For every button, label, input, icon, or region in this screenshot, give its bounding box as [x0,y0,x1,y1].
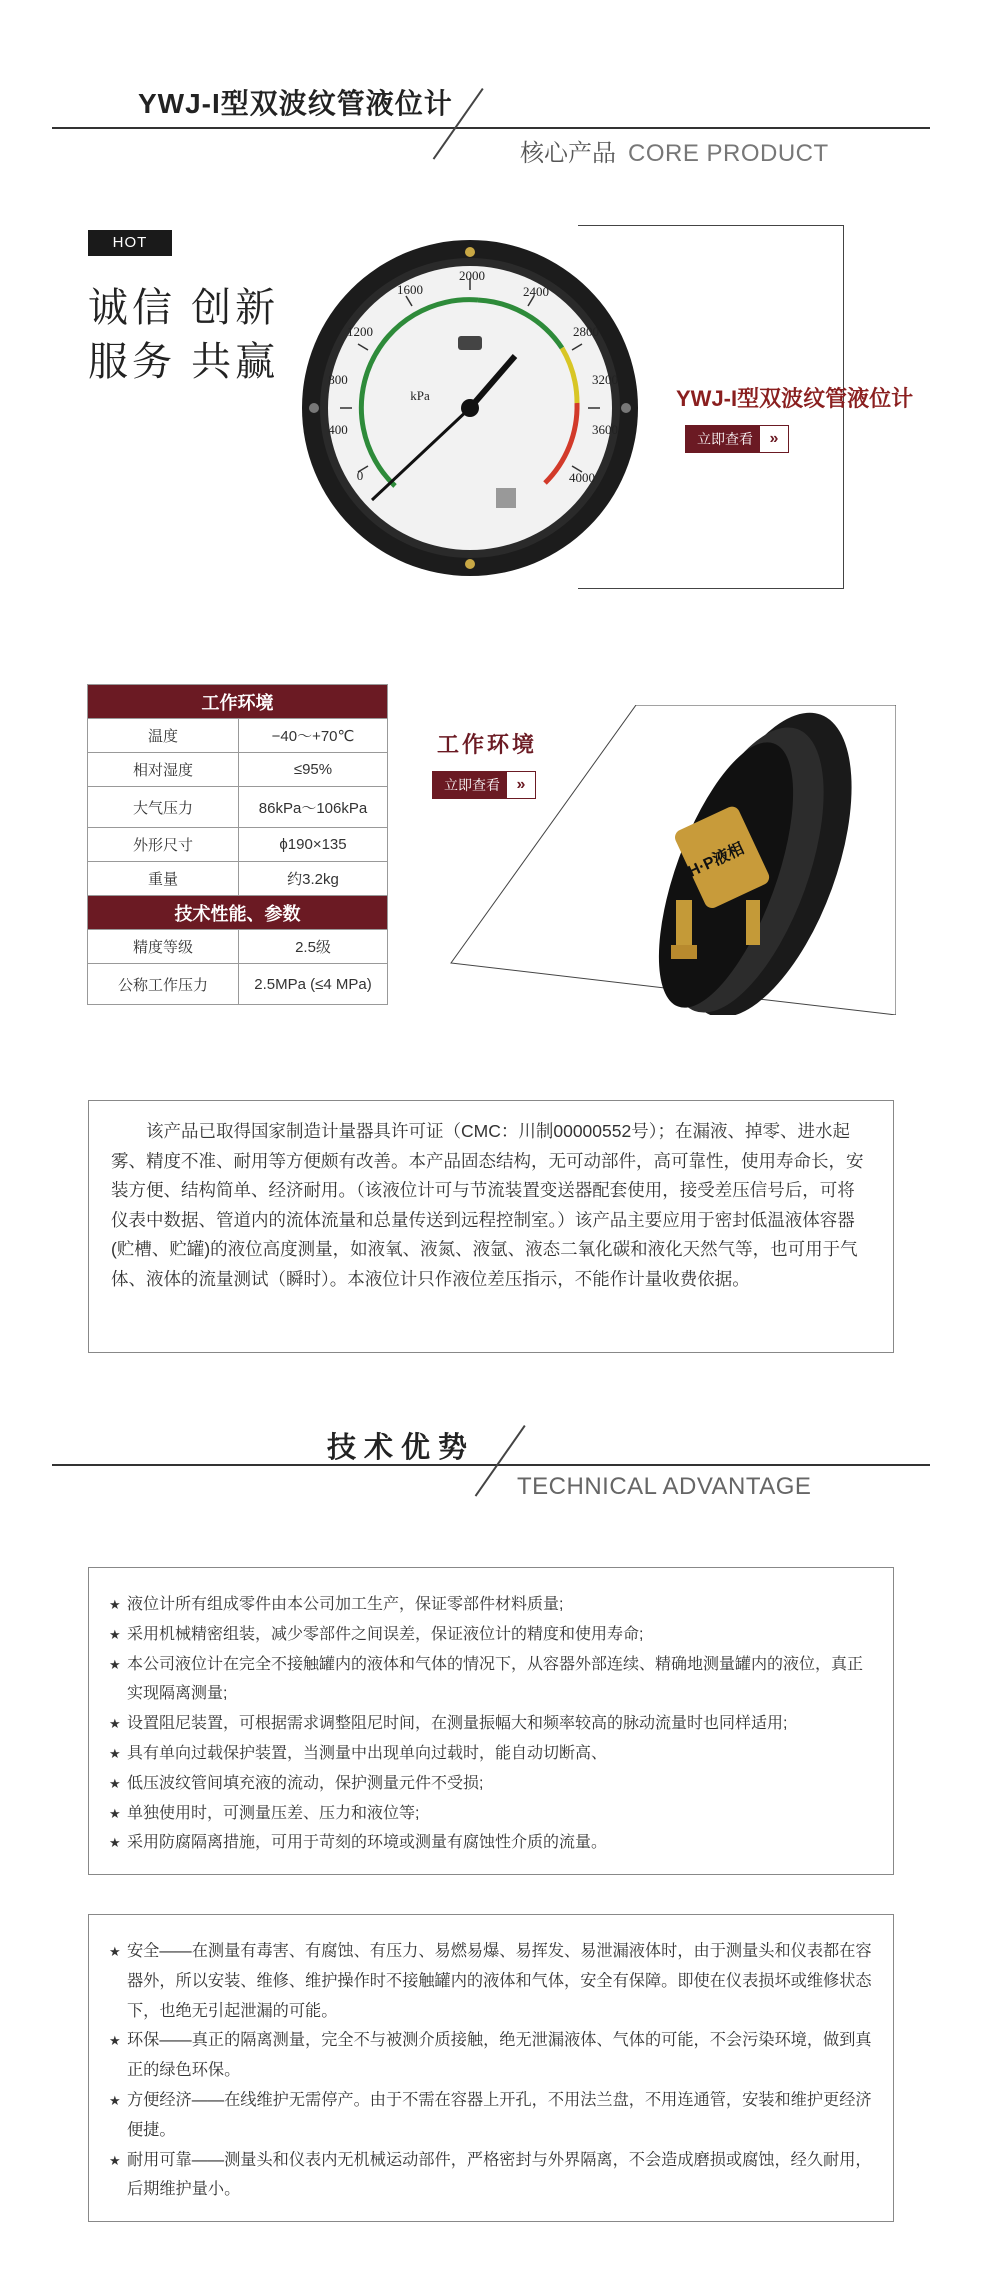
product-heading: YWJ-I型双波纹管液位计 [138,88,453,119]
slogan-line-1: 诚信 创新 [88,286,280,330]
gauge-label-800: 800 [328,372,348,387]
view-now-button[interactable] [685,425,789,453]
list-item: ★ 液位计所有组成零件由本公司加工生产，保证零部件材料质量; [109,1590,873,1620]
spec-section-env: 工作环境 [88,685,388,719]
subtitle-en: CORE PRODUCT [628,140,829,167]
product-intro: 该产品已取得国家制造计量器具许可证（CMC：川制00000552号）；在漏液、掉零、进水起雾、精度不准、耐用等方便颇有改善。本产品固态结构，无可动部件，高可靠性，使用寿命长，安装方便、结构简单、经济耐用。（该液位计可与节流装置变送器配套使用，接受差压信号后，可将仪表中数据、管道内的流体流量和总量传送到远程控制室。）该产品主要应用于密封低温液体容器(贮槽、贮罐)的液位高度测量，如液氧、液氮、液氩、液态二氧化碳和液化天然气等，也可用于气体、液体的流量测试（瞬时）。本液位计只作液位差压指示，不能作计量收费依据。 [88,1100,894,1353]
gauge-label-3600: 3600 [592,422,618,437]
list-item: ★ 低压波纹管间填充液的流动，保护测量元件不受损; [109,1769,873,1799]
hp-liquid-label: H·P液相 [685,840,747,881]
spec-key: 重量 [88,862,239,896]
spec-value: 86kPa～106kPa [239,787,388,828]
env-title: 工作环境 [437,732,538,757]
list-item: ★ 采用防腐隔离措施，可用于苛刻的环境或测量有腐蚀性介质的流量。 [109,1828,873,1858]
spec-key: 大气压力 [88,787,239,828]
hot-badge: HOT [88,230,172,256]
benefits-box [88,1914,894,2222]
list-item: ★ 方便经济——在线维护无需停产。由于不需在容器上开孔，不用法兰盘，不用连通管，安装和维护更经济便捷。 [109,2086,873,2146]
gauge-label-0: 0 [356,468,364,483]
spec-key: 外形尺寸 [88,828,239,862]
gauge-image [300,238,640,578]
list-item: ★ 采用机械精密组装，减少零部件之间误差，保证液位计的精度和使用寿命; [109,1620,873,1650]
double-arrow-icon: » [506,771,536,799]
gauge-label-3200: 3200 [592,372,618,387]
list-item: ★ 安全——在测量有毒害、有腐蚀、有压力、易燃易爆、易挥发、易泄漏液体时，由于测量头和仪表都在容器外，所以安装、维修、维护操作时不接触罐内的液体和气体，安全有保障。即使在仪表损坏或维修状态下，也绝无引起泄漏的可能。 [109,1937,873,2026]
gauge-label-2800: 2800 [573,324,599,339]
gauge-side-image [446,705,896,1015]
spec-value: 2.5级 [239,930,388,964]
gauge-label-2400: 2400 [523,284,549,299]
slogan-line-2: 服务 共赢 [88,340,280,384]
gauge-label-1600: 1600 [397,282,423,297]
spec-key: 相对湿度 [88,753,239,787]
advantage-heading: 技术优势 [327,1432,476,1464]
gauge-label-2000: 2000 [459,268,485,283]
spec-section-perf: 技术性能、参数 [88,896,388,930]
gauge-label-1200: 1200 [347,324,373,339]
spec-value: ϕ190×135 [239,828,388,862]
product-title: YWJ-I型双波纹管液位计 [676,386,914,411]
spec-key: 精度等级 [88,930,239,964]
subtitle-cn: 核心产品 [520,140,616,167]
list-item: ★ 耐用可靠——测量头和仪表内无机械运动部件，严格密封与外界隔离，不会造成磨损或腐蚀，经久耐用，后期维护量小。 [109,2146,873,2206]
list-item: ★ 具有单向过载保护装置，当测量中出现单向过载时，能自动切断高、 [109,1739,873,1769]
section-subtitle [520,133,829,168]
spec-value: −40～+70℃ [239,719,388,753]
spec-value: 约3.2kg [239,862,388,896]
divider-line [52,1464,930,1466]
gauge-unit: kPa [410,388,430,403]
list-item: ★ 环保——真正的隔离测量，完全不与被测介质接触，绝无泄漏液体、气体的可能，不会污染环境，做到真正的绿色环保。 [109,2026,873,2086]
spec-table [87,684,388,1005]
view-now-label: 立即查看 [697,431,753,447]
advantages-box [88,1567,894,1875]
list-item: ★ 本公司液位计在完全不接触罐内的液体和气体的情况下，从容器外部连续、精确地测量罐内的液位，真正实现隔离测量; [109,1650,873,1710]
spec-value: ≤95% [239,753,388,787]
divider-line [52,127,930,129]
gauge-label-400: 400 [328,422,348,437]
spec-key: 温度 [88,719,239,753]
env-view-now-label: 立即查看 [444,777,500,793]
gauge-label-4000: 4000 [569,470,595,485]
advantage-subtitle: TECHNICAL ADVANTAGE [517,1473,812,1500]
list-item: ★ 设置阻尼装置，可根据需求调整阻尼时间，在测量振幅大和频率较高的脉动流量时也同样适用; [109,1709,873,1739]
list-item: ★ 单独使用时，可测量压差、压力和液位等; [109,1799,873,1829]
spec-value: 2.5MPa (≤4 MPa) [239,964,388,1005]
double-arrow-icon: » [759,425,789,453]
spec-key: 公称工作压力 [88,964,239,1005]
